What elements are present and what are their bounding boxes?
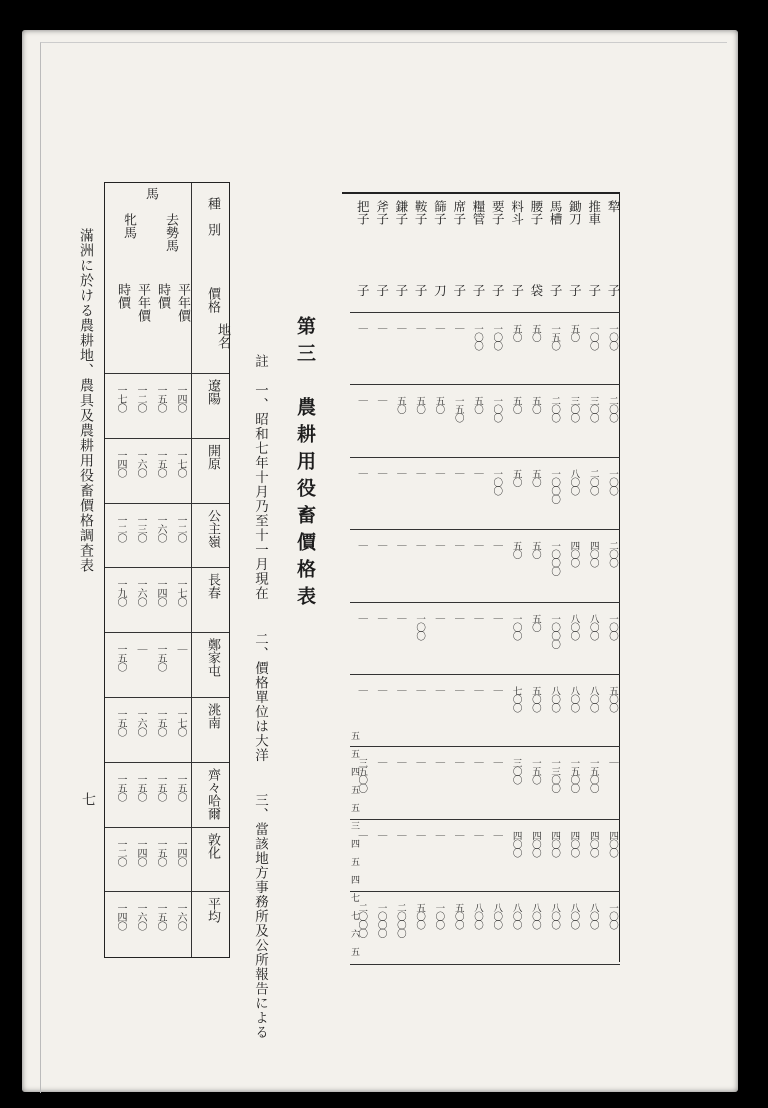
price-cell: 一五〇 — [115, 709, 126, 736]
price-cell: 一五〇 — [155, 385, 166, 412]
price-cell: ｜ — [356, 324, 368, 333]
header-kind: 種 別 — [205, 197, 220, 236]
price-cell: 四〇〇 — [587, 541, 599, 567]
price-cell: 一六〇 — [135, 579, 146, 607]
price-cell: ｜ — [472, 686, 483, 695]
price-cell: ｜ — [452, 686, 464, 695]
item-name: 料斗 — [509, 200, 525, 225]
price-cell: ｜ — [491, 758, 503, 767]
price-cell: 一四〇 — [175, 385, 186, 412]
page-number: 七 — [80, 792, 96, 806]
item-name: 斧子 — [374, 200, 390, 225]
price-cell: 一五〇 — [529, 758, 541, 784]
implement-price-table — [342, 192, 620, 962]
price-cell: ｜ — [491, 541, 503, 550]
price-cell: 五〇 — [510, 324, 522, 341]
price-cell: 一四〇 — [135, 838, 146, 866]
price-cell: ｜ — [452, 468, 464, 478]
place-label: 平均 — [205, 897, 220, 924]
price-cell: 七〇〇 — [510, 686, 522, 712]
item-unit: 子 — [471, 284, 486, 297]
price-cell: 八〇〇 — [587, 613, 599, 640]
place-label: 遼陽 — [205, 379, 220, 405]
item-name: 鋤刀 — [567, 200, 583, 225]
price-cell: 八〇〇 — [568, 903, 580, 929]
price-cell: ｜ — [433, 541, 445, 550]
price-cell: ｜ — [452, 758, 464, 767]
price-cell: 五〇〇 — [529, 686, 541, 712]
price-cell: ｜ — [356, 468, 368, 478]
price-cell: 一四〇 — [115, 449, 126, 477]
note-1: 註 一、昭和七年十月乃至十一月現在 — [252, 354, 268, 601]
price-cell: ｜ — [375, 758, 387, 767]
price-cell: ｜ — [414, 324, 426, 333]
item-unit: 子 — [355, 284, 371, 297]
price-cell: ｜ — [375, 613, 387, 623]
sub-gelding: 去勢馬 — [163, 213, 178, 252]
price-cell: 一〇〇 — [491, 468, 503, 495]
col-now-mare: 時價 — [115, 283, 130, 309]
price-cell: ｜ — [491, 613, 503, 623]
price-cell: 二〇〇 — [587, 468, 599, 495]
price-cell: 五〇 — [529, 613, 541, 631]
price-cell: ｜ — [414, 541, 426, 550]
price-cell: ｜ — [472, 468, 483, 478]
item-name: 把子 — [355, 200, 371, 225]
item-name: 推車 — [586, 200, 602, 225]
header-place: 地名 — [215, 323, 230, 349]
price-cell: ｜ — [356, 686, 368, 695]
price-cell: 一五〇 — [549, 324, 561, 350]
price-cell: 一九〇 — [115, 579, 126, 607]
price-cell: 一〇〇 — [491, 396, 503, 422]
item-unit: 子 — [393, 284, 409, 297]
item-unit: 子 — [548, 284, 564, 297]
item-name: 糧管 — [471, 200, 486, 225]
price-cell: 一五〇 — [115, 773, 126, 801]
item-unit: 子 — [490, 284, 506, 297]
price-cell: ｜ — [356, 541, 368, 550]
price-cell: ｜ — [433, 324, 445, 333]
price-cell: 二〇〇 — [549, 396, 561, 422]
price-cell: 一四〇 — [115, 903, 126, 931]
price-cell: 八〇〇 — [529, 903, 541, 929]
price-cell: 五〇 — [510, 396, 522, 414]
price-cell: 四〇〇 — [510, 830, 522, 857]
price-cell: ｜ — [356, 613, 368, 623]
item-unit: 子 — [413, 284, 429, 297]
price-cell: ｜ — [394, 830, 406, 840]
note-2: 二、價格單位は大洋 — [252, 631, 268, 762]
price-cell: 八〇〇 — [587, 686, 599, 712]
price-cell: ｜ — [472, 758, 483, 767]
price-cell: 二〇〇 — [607, 541, 618, 567]
price-cell: 四〇〇 — [529, 830, 541, 857]
price-cell: ｜ — [375, 396, 387, 405]
price-cell: 四〇〇 — [607, 830, 618, 857]
price-cell: 四〇〇 — [549, 830, 561, 857]
price-cell: 一二〇 — [115, 838, 126, 866]
price-cell: ｜ — [607, 758, 618, 767]
price-cell: ｜ — [175, 644, 186, 654]
price-cell: 一五〇 — [155, 903, 166, 931]
price-cell: 一〇〇〇 — [549, 613, 561, 648]
col-avg-gelding: 平年價 — [175, 283, 190, 322]
horse-price-table — [104, 182, 230, 958]
price-cell: 八〇〇 — [491, 903, 503, 929]
place-label: 洮南 — [205, 703, 220, 729]
price-cell: 一〇〇 — [607, 613, 618, 640]
price-cell: 一五〇〇 — [568, 758, 580, 793]
price-cell: ｜ — [452, 324, 464, 333]
item-name: 要子 — [490, 200, 506, 225]
price-cell: 八〇〇 — [568, 468, 580, 495]
note-3: 三、當該地方事務所及公所報告による — [252, 793, 268, 1040]
price-cell: ｜ — [375, 830, 387, 840]
price-cell: ｜ — [356, 830, 368, 840]
price-cell: 八〇〇 — [568, 613, 580, 640]
item-name: 犂 — [606, 200, 621, 213]
place-label: 長春 — [205, 573, 220, 600]
price-cell: 一六〇 — [135, 903, 146, 931]
price-cell: 一六〇 — [135, 709, 146, 736]
price-cell: 一〇〇 — [472, 324, 483, 350]
price-cell: 八〇〇 — [549, 686, 561, 712]
price-cell: ｜ — [433, 613, 445, 623]
price-cell: 五〇〇 — [452, 903, 464, 929]
price-cell: 四〇〇 — [568, 541, 580, 567]
price-cell: 一五〇 — [175, 773, 186, 801]
price-cell: 一五〇 — [155, 773, 166, 801]
item-name: 馬槽 — [548, 200, 564, 225]
item-name: 腰子 — [528, 200, 544, 225]
price-cell: 一〇〇〇 — [375, 903, 387, 938]
item-unit: 刀 — [432, 284, 448, 297]
price-cell: ｜ — [414, 758, 426, 767]
place-label: 開原 — [205, 443, 220, 470]
price-cell: 八〇〇 — [510, 903, 522, 929]
place-label: 公主嶺 — [205, 508, 220, 548]
price-cell: 一〇〇 — [433, 903, 445, 929]
price-cell: 五〇 — [529, 541, 541, 559]
price-cell: 一五〇 — [155, 709, 166, 736]
price-cell: 八〇〇 — [549, 903, 561, 929]
price-cell: ｜ — [394, 613, 406, 623]
price-cell: 二〇〇〇 — [356, 903, 368, 938]
price-cell: 八〇〇 — [568, 686, 580, 712]
price-cell: ｜ — [433, 468, 445, 478]
price-cell: 一〇〇〇 — [549, 541, 561, 576]
item-unit: 子 — [509, 284, 525, 297]
item-unit: 子 — [374, 284, 390, 297]
price-cell: 一〇〇 — [414, 613, 426, 640]
price-cell: 一〇〇〇 — [549, 468, 561, 503]
price-cell: ｜ — [375, 686, 387, 695]
price-cell: 一七〇 — [175, 579, 186, 607]
price-cell: ｜ — [135, 644, 146, 654]
price-cell: 一〇〇 — [607, 324, 618, 350]
price-cell: 五〇 — [529, 324, 541, 341]
col-now-gelding: 時價 — [155, 283, 170, 309]
price-cell: 一七〇 — [115, 385, 126, 412]
item-name: 席子 — [451, 200, 467, 225]
place-label: 鄭家屯 — [205, 638, 220, 678]
price-cell: ｜ — [394, 686, 406, 695]
price-cell: 一五〇〇 — [587, 758, 599, 793]
price-cell: 一五〇 — [452, 396, 464, 422]
running-title: 滿洲に於ける農耕地、農具及農耕用役畜價格調査表 — [78, 228, 94, 573]
price-cell: 四〇〇 — [568, 830, 580, 857]
price-cell: 一七〇 — [175, 709, 186, 736]
price-cell: 一二〇 — [175, 514, 186, 542]
item-unit: 子 — [586, 284, 602, 297]
item-unit: 子 — [606, 284, 621, 297]
price-cell: ｜ — [414, 686, 426, 695]
price-cell: 一三〇 — [135, 514, 146, 542]
price-cell: 一〇〇 — [491, 324, 503, 350]
price-cell: 一六〇 — [155, 514, 166, 542]
price-cell: 一五〇 — [155, 644, 166, 672]
price-cell: ｜ — [375, 541, 387, 550]
price-cell: ｜ — [356, 396, 368, 405]
price-cell: 一〇〇 — [510, 613, 522, 640]
price-cell: 一二〇 — [135, 385, 146, 412]
price-cell: 八〇〇 — [472, 903, 483, 929]
item-name: 篩子 — [432, 200, 448, 225]
price-cell: 五〇 — [394, 396, 406, 414]
price-cell: 一六〇 — [135, 449, 146, 477]
item-unit: 子 — [451, 284, 467, 297]
item-name: 鞍子 — [413, 200, 429, 225]
price-cell: ｜ — [394, 758, 406, 767]
price-cell: ｜ — [433, 686, 445, 695]
price-cell: 四〇〇 — [587, 830, 599, 857]
price-cell: 三〇〇 — [568, 396, 580, 422]
notes — [250, 354, 270, 1040]
price-cell: ｜ — [452, 830, 464, 840]
price-cell: 五〇 — [529, 396, 541, 414]
price-cell: ｜ — [414, 830, 426, 840]
price-cell: ｜ — [472, 613, 483, 623]
price-cell: ｜ — [472, 830, 483, 840]
price-cell: 八〇〇 — [587, 903, 599, 929]
price-cell: 二〇〇〇 — [394, 903, 406, 938]
price-cell: 一五〇 — [155, 838, 166, 866]
sub-mare: 牝馬 — [121, 213, 136, 239]
price-cell: 一六〇 — [175, 903, 186, 931]
price-cell: 一五〇 — [115, 644, 126, 672]
price-cell: 一二〇 — [115, 514, 126, 542]
price-cell: 一〇〇 — [607, 468, 618, 495]
price-cell: ｜ — [394, 324, 406, 333]
price-cell: ｜ — [414, 468, 426, 478]
price-cell: ｜ — [375, 468, 387, 478]
price-cell: ｜ — [375, 324, 387, 333]
table-footer: 五 五 四 五 五 三 四 五 四 七 七 六 五 — [349, 731, 359, 956]
price-cell: ｜ — [394, 468, 406, 478]
price-cell: 五〇 — [529, 468, 541, 486]
price-cell: ｜ — [433, 758, 445, 767]
price-cell: 五〇 — [414, 396, 426, 414]
price-cell: ｜ — [452, 613, 464, 623]
price-cell: ｜ — [394, 541, 406, 550]
item-name: 鎌子 — [393, 200, 409, 225]
price-cell: 五〇 — [472, 396, 483, 414]
item-unit: 袋 — [528, 284, 544, 297]
price-cell: 一五〇 — [155, 449, 166, 477]
header-price: 價格 — [205, 287, 220, 313]
price-cell: 五〇 — [433, 396, 445, 414]
price-cell: 五〇 — [510, 541, 522, 559]
price-cell: 一五〇 — [135, 773, 146, 801]
price-cell: 二〇〇 — [607, 396, 618, 422]
price-cell: 五〇〇 — [607, 686, 618, 712]
place-label: 敦化 — [205, 832, 220, 859]
place-label: 齊々哈爾 — [205, 767, 220, 820]
price-cell: 一〇〇 — [587, 324, 599, 350]
price-cell: 一四〇 — [175, 838, 186, 866]
price-cell: ｜ — [491, 830, 503, 840]
price-cell: 三五〇〇 — [356, 758, 368, 793]
section-title: 第三 農耕用役畜價格表 — [294, 316, 316, 613]
price-cell: 五〇 — [510, 468, 522, 486]
price-cell: 一〇〇 — [607, 903, 618, 929]
item-unit: 子 — [567, 284, 583, 297]
price-cell: 五〇 — [568, 324, 580, 341]
price-cell: 一七〇 — [175, 449, 186, 477]
price-cell: 三〇〇 — [587, 396, 599, 422]
price-cell: 五〇〇 — [414, 903, 426, 929]
price-cell: ｜ — [433, 830, 445, 840]
price-cell: ｜ — [491, 686, 503, 695]
price-cell: ｜ — [452, 541, 464, 550]
price-cell: 一三〇〇 — [549, 758, 561, 793]
price-cell: 三〇〇 — [510, 758, 522, 784]
col-avg-mare: 平年價 — [135, 283, 150, 322]
price-cell: 一四〇 — [155, 579, 166, 607]
group-horse: 馬 — [143, 187, 158, 200]
price-cell: ｜ — [472, 541, 483, 550]
